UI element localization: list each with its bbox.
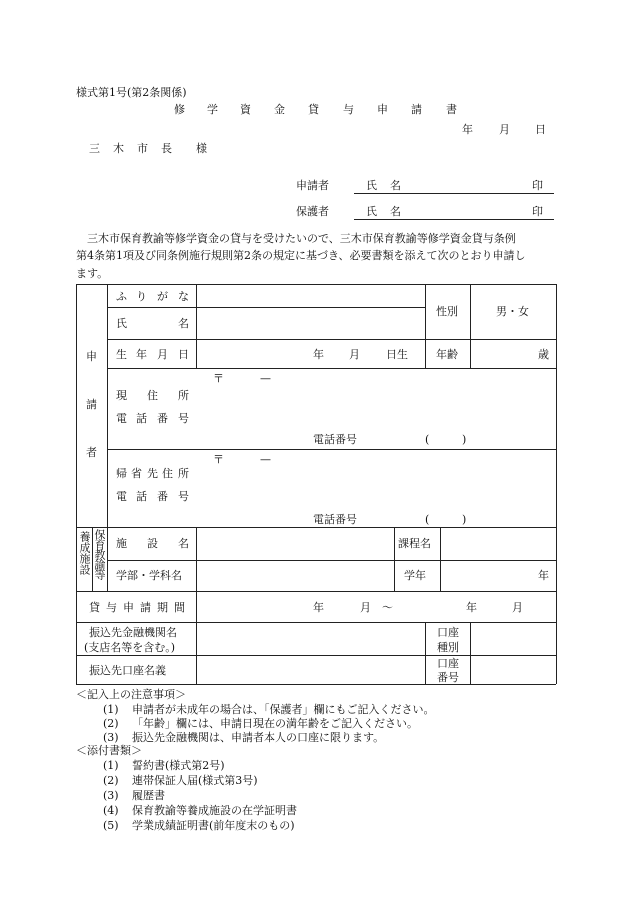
phone-label-char: 号 [178,412,189,425]
attachment-number: (3) [103,789,119,802]
birth-label: 年 [136,348,147,361]
attachment-text: 保育教諭等養成施設の在学証明書 [132,804,297,817]
postal-mark: 〒 [213,453,224,466]
phone-label-char: 番 [157,490,168,503]
phone-label-char: 電 [116,490,127,503]
postal-mark: 〒 [213,372,224,385]
addressee-char: 三 [89,142,100,155]
note-text: 「年齢」欄には、申請日現在の満年齢をご記入ください。 [132,717,418,730]
account-holder-input[interactable] [198,657,423,683]
name-label: 名 [178,317,189,330]
notes-heading: ＜記入上の注意事項＞ [76,688,186,701]
furigana-label: な [178,290,189,303]
current-address-input[interactable] [198,370,554,447]
period-label: 与 [106,601,117,614]
attachment-number: (4) [103,804,119,817]
paren-close: ) [462,433,467,446]
name-input[interactable] [198,309,423,338]
addressee-char: 長 [161,142,172,155]
birth-label: 日 [178,348,189,361]
addressee-char: 木 [113,142,124,155]
period-tilde: ～ [382,601,393,614]
name-char: 氏 [366,205,377,218]
home-address-label: 先 [147,467,158,480]
note-text: 申請者が未成年の場合は、「保護者」欄にもご記入ください。 [132,703,435,716]
age-label: 年齢 [436,348,458,361]
age-unit: 歳 [538,348,549,361]
attachment-text: 誓約書(様式第2号) [132,759,225,772]
training-side-label: 養成施設 [78,531,91,575]
intro-line: 第4条第1項及び同条例施行規則第2条の規定に基づき、必要書類を添えて次のとおり申請し [76,249,526,262]
attachment-number: (2) [103,774,119,787]
account-type-label: 種別 [437,641,459,654]
grade-unit: 年 [538,569,549,582]
birth-month-unit: 月 [349,348,360,361]
furigana-label: ふ [116,290,127,303]
home-address-label: 省 [131,467,142,480]
phone-label-char: 番 [157,412,168,425]
home-address-label: 住 [162,467,173,480]
period-label: 間 [174,601,185,614]
period-start-year: 年 [313,601,324,614]
date-day: 日 [535,123,546,136]
applicant-side-char: 請 [86,398,97,411]
applicant-label: 申請者 [296,179,329,192]
postal-dash: — [260,453,271,466]
period-end-month: 月 [512,601,523,614]
gender-options[interactable]: 男・女 [496,305,529,318]
addressee-honorific: 様 [196,142,207,155]
course-input[interactable] [442,529,554,559]
note-number: (3) [103,731,119,744]
attachment-text: 履歴書 [132,789,165,802]
signature-underline [354,193,554,194]
title-char: 与 [343,103,354,116]
birth-day-unit: 日生 [386,348,408,361]
account-number-label: 口座 [437,657,459,670]
title-char: 学 [207,103,218,116]
attachments-heading: ＜添付書類＞ [76,744,142,757]
applicant-side-char: 者 [86,446,97,459]
account-number-input[interactable] [472,657,554,683]
account-holder-label: 振込先口座名義 [89,664,166,677]
facility-label: 施 [116,537,127,550]
date-month: 月 [499,123,510,136]
signature-underline [354,219,554,220]
phone-label-char: 話 [136,412,147,425]
current-address-label: 現 [116,389,127,402]
period-label: 申 [123,601,134,614]
facility-label: 名 [178,537,189,550]
date-year: 年 [462,123,473,136]
period-label: 請 [140,601,151,614]
postal-dash: — [260,372,271,385]
paren-close: ) [462,513,467,526]
title-char: 資 [240,103,251,116]
title-char: 申 [377,103,388,116]
title-char: 書 [446,103,457,116]
name-char: 氏 [366,179,377,192]
applicant-side-char: 申 [86,350,97,363]
title-char: 修 [174,103,185,116]
facility-input[interactable] [198,529,392,559]
name-char: 名 [390,179,401,192]
furigana-input[interactable] [198,286,423,306]
note-number: (2) [103,717,119,730]
attachment-text: 連帯保証人届(様式第3号) [132,774,258,787]
paren-open: ( [425,513,430,526]
phone-label-char: 号 [178,490,189,503]
period-label: 貸 [89,601,100,614]
account-type-label: 口座 [437,626,459,639]
bank-input[interactable] [198,624,423,654]
home-address-label: 帰 [116,467,127,480]
form-number: 様式第1号(第2条関係) [76,86,187,99]
phone-label-char: 電 [116,412,127,425]
department-label: 学部・学科名 [116,569,182,582]
furigana-label: り [136,290,147,303]
attachment-number: (5) [103,819,119,832]
current-address-label: 住 [147,389,158,402]
note-number: (1) [103,703,119,716]
bank-label: 振込先金融機関名 [89,626,177,639]
title-char: 金 [274,103,285,116]
guardian-label: 保護者 [296,205,329,218]
name-char: 名 [390,205,401,218]
account-type-input[interactable] [472,624,554,654]
seal-mark: 印 [532,179,543,192]
title-char: 貸 [308,103,319,116]
birth-year-unit: 年 [313,348,324,361]
name-label: 氏 [116,317,127,330]
phone-label-char: 話 [136,490,147,503]
department-input[interactable] [198,562,392,590]
birth-label: 生 [116,348,127,361]
training-side-label: 保育教諭等 [93,529,106,579]
home-address-input[interactable] [198,451,554,525]
paren-open: ( [425,433,430,446]
phone-inline-label: 電話番号 [313,433,357,446]
home-address-label: 所 [178,467,189,480]
intro-line: ます。 [76,267,109,280]
gender-label: 性別 [436,305,458,318]
seal-mark: 印 [532,205,543,218]
bank-label: (支店名等を含む。) [84,641,176,654]
grade-label: 学年 [404,569,426,582]
note-text: 振込先金融機関は、申請者本人の口座に限ります。 [132,731,385,744]
phone-inline-label: 電話番号 [313,513,357,526]
account-number-label: 番号 [437,671,459,684]
course-label: 課程名 [398,537,431,550]
title-char: 請 [411,103,422,116]
period-end-year: 年 [466,601,477,614]
facility-label: 設 [147,537,158,550]
addressee-char: 市 [137,142,148,155]
intro-line: 三木市保育教諭等修学資金の貸与を受けたいので、三木市保育教諭等修学資金貸与条例 [76,232,516,245]
furigana-label: が [157,290,168,303]
birth-label: 月 [157,348,168,361]
period-start-month: 月 [360,601,371,614]
current-address-label: 所 [178,389,189,402]
period-label: 期 [157,601,168,614]
attachment-text: 学業成績証明書(前年度末のもの) [132,819,295,832]
attachment-number: (1) [103,759,119,772]
